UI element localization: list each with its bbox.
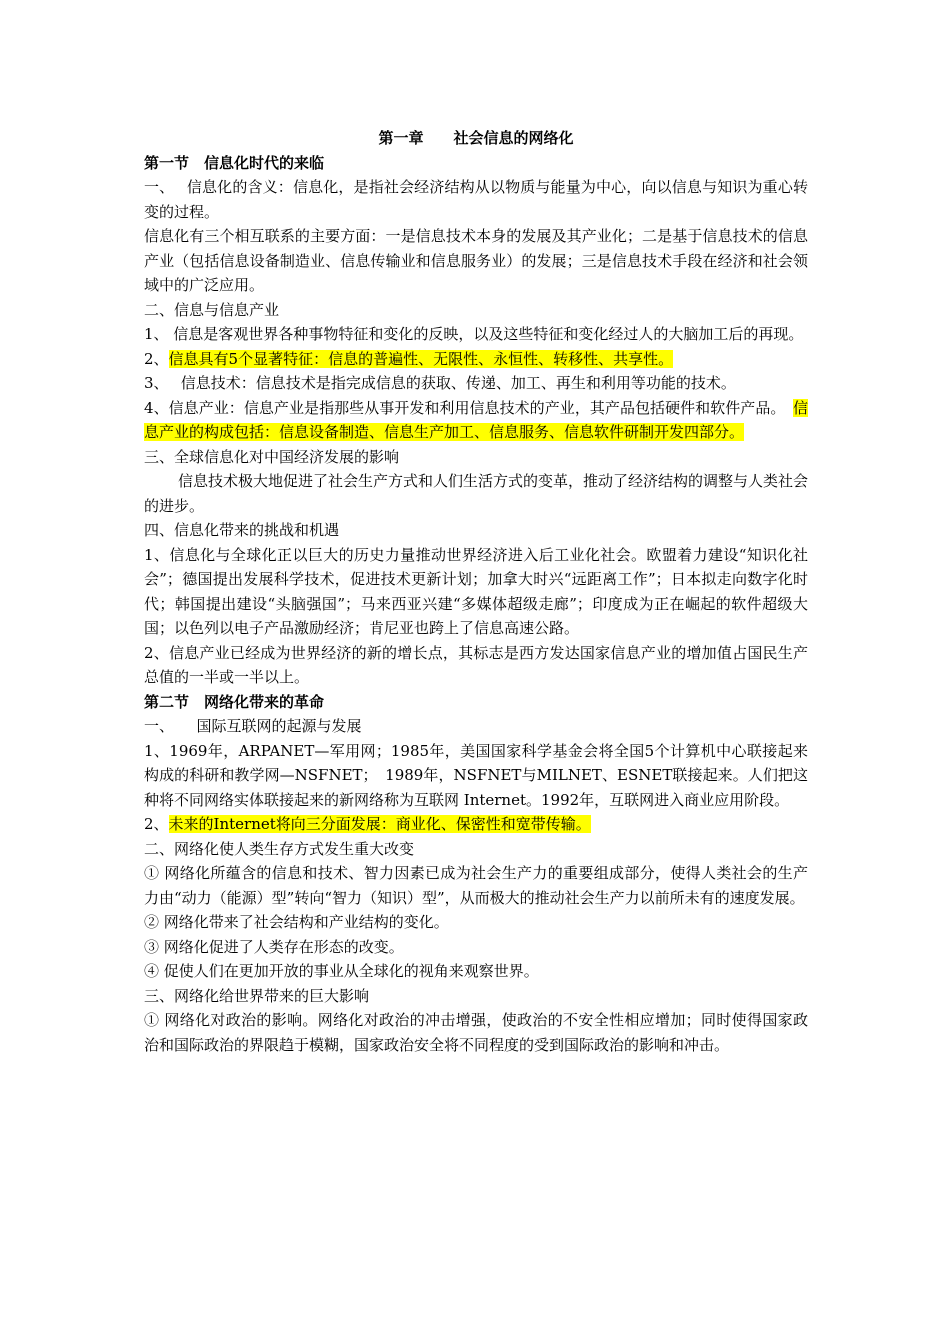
paragraph-challenges-1: 1、信息化与全球化正以巨大的历史力量推动世界经济进入后工业化社会。欧盟着力建设“知识化社会”；德国提出发展科学技术，促进技术更新计划；加拿大时兴“远距离工作”；日本拟走向数字化时代；韩国提出建设“头脑强国”；马来西亚兴建“多媒体超级走廊”；印度成为正在崛起的软件超级大国；以色列以电子产品激励经济；肯尼亚也跨上了信息高速公路。 xyxy=(144,545,808,637)
paragraph-info-industry xyxy=(144,396,808,445)
paragraph-info-definition: 1、 信息是客观世界各种事物特征和变化的反映，以及这些特征和变化经过人的大脑加工后的再现。 xyxy=(144,325,804,343)
document-page xyxy=(144,126,808,1057)
paragraph-lifestyle-1: ① 网络化所蕴含的信息和技术、智力因素已成为社会生产力的重要组成部分，使得人类社会的生产力由“动力（能源）型”转向“智力（知识）型”，从而极大的推动社会生产力以前所未有的速度发展。 xyxy=(144,864,808,907)
highlighted-text: 信息产业的构成包括：信息设备制造、信息生产加工、信息服务、信息软件研制开发四部分。 xyxy=(144,398,808,441)
paragraph-info-technology: 3、 信息技术：信息技术是指完成信息的获取、传递、加工、再生和利用等功能的技术。 xyxy=(144,374,736,392)
paragraph-lifestyle-2: ② 网络化带来了社会结构和产业结构的变化。 xyxy=(144,913,449,931)
paragraph-info-features xyxy=(144,347,808,372)
paragraph-lifestyle-4: ④ 促使人们在更加开放的事业从全球化的视角来观察世界。 xyxy=(144,962,539,980)
highlighted-text: 信息具有5个显著特征：信息的普遍性、无限性、永恒性、转移性、共享性。 xyxy=(168,349,674,368)
subheading-info-industry: 二、信息与信息产业 xyxy=(144,300,280,319)
paragraph-impact-politics: ① 网络化对政治的影响。网络化对政治的冲击增强，使政治的不安全性相应增加；同时使得国家政治和国际政治的界限趋于模糊，国家政治安全将不同程度的受到国际政治的影响和冲击。 xyxy=(144,1011,808,1054)
paragraph-internet-future xyxy=(144,812,808,837)
list-number: 2、 xyxy=(144,815,169,833)
subheading-global: 三、全球信息化对中国经济发展的影响 xyxy=(144,447,400,466)
highlighted-text: 未来的Internet将向三分面发展：商业化、保密性和宽带传输。 xyxy=(168,815,591,833)
list-number: 2、 xyxy=(144,349,169,368)
subheading-internet: 一、 国际互联网的起源与发展 xyxy=(144,717,362,735)
paragraph-text: 4、信息产业：信息产业是指那些从事开发和利用信息技术的产业，其产品包括硬件和软件产品。 xyxy=(144,398,793,417)
paragraph-lifestyle-3: ③ 网络化促进了人类存在形态的改变。 xyxy=(144,937,404,956)
paragraph-internet-history: 1、1969年，ARPANET—军用网；1985年，美国国家科学基金会将全国5个计算机中心联接起来构成的科研和教学网—NSFNET； 1989年，NSFNET与MILNET、ESNET联接起来。人们把这种将不同网络实体联接起来的新网络称为互联网 Internet。1992年，互联网进入商业应用阶段。 xyxy=(144,741,808,809)
paragraph-aspects: 信息化有三个相互联系的主要方面：一是信息技术本身的发展及其产业化；二是基于信息技术的信息产业（包括信息设备制造业、信息传输业和信息服务业）的发展；三是信息技术手段在经济和社会领域中的广泛应用。 xyxy=(144,227,808,294)
section-heading-2: 第二节 网络化带来的革命 xyxy=(144,692,325,711)
subheading-challenges: 四、信息化带来的挑战和机遇 xyxy=(144,521,340,539)
paragraph-definition: 一、 信息化的含义：信息化，是指社会经济结构从以物质与能量为中心，向以信息与知识为重心转变的过程。 xyxy=(144,178,808,221)
paragraph-global: 信息技术极大地促进了社会生产方式和人们生活方式的变革，推动了经济结构的调整与人类社会的进步。 xyxy=(144,472,809,515)
chapter-title: 第一章 社会信息的网络化 xyxy=(378,129,574,147)
paragraph-challenges-2: 2、信息产业已经成为世界经济的新的增长点，其标志是西方发达国家信息产业的增加值占国民生产总值的一半或一半以上。 xyxy=(144,643,808,686)
section-heading-1: 第一节 信息化时代的来临 xyxy=(144,153,325,172)
subheading-impact: 三、网络化给世界带来的巨大影响 xyxy=(144,986,370,1005)
subheading-lifestyle: 二、网络化使人类生存方式发生重大改变 xyxy=(144,839,415,858)
